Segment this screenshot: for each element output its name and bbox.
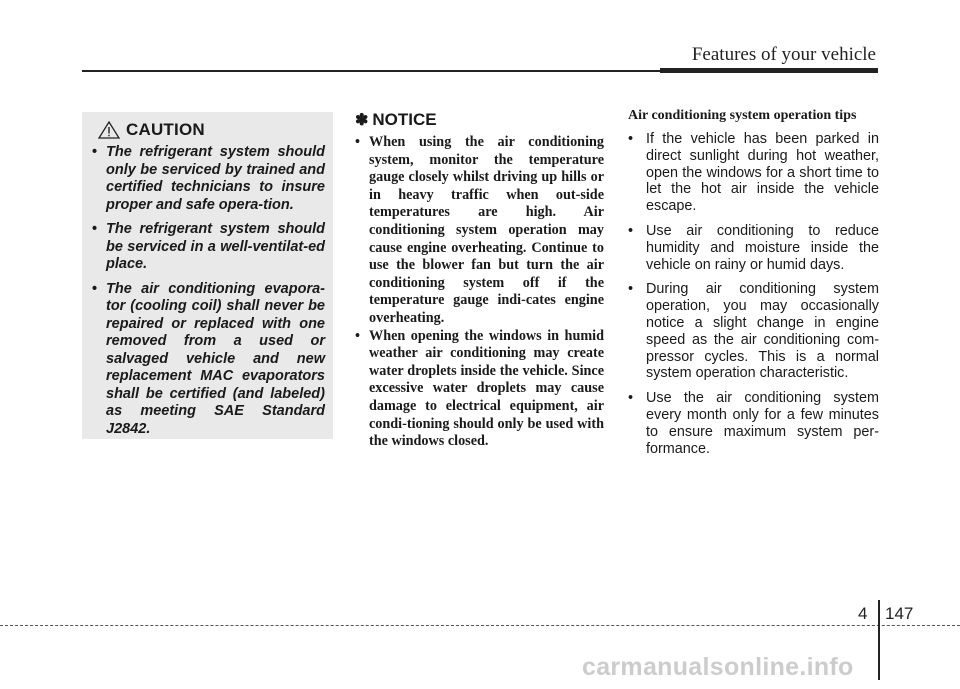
tips-item: • Use air conditioning to reduce humidity and moisture inside the vehicle on rainy or humid days. <box>628 223 879 273</box>
caution-box <box>82 112 333 439</box>
tips-item: • During air conditioning system operation, you may occasionally notice a slight change in engine speed as the air conditioning com-pressor cycles. This is a normal system operation characteristic. <box>628 281 879 382</box>
tips-section <box>628 108 879 465</box>
notice-item: • When opening the windows in humid weather air conditioning may create water droplets inside the vehicle. Since excessive water droplets may cause damage to electrical equipment, air condi-tioning should only be used with the windows closed. <box>355 328 604 451</box>
chapter-number: 4 <box>858 604 868 623</box>
caution-item: • The air conditioning evapora-tor (cooling coil) shall never be repaired or replaced with one removed from a used or salvaged vehicle and new replacement MAC evaporators shall be certified (and labeled) as meeting SAE Standard J2842. <box>92 281 325 439</box>
notice-title: NOTICE <box>372 110 437 129</box>
notice-section <box>355 110 604 451</box>
tips-item: • If the vehicle has been parked in direct sunlight during hot weather, open the windows for a short time to let the hot air inside the vehicle escape. <box>628 131 879 215</box>
notice-heading <box>355 110 604 130</box>
header-accent-bar <box>660 68 878 73</box>
notice-item: • When using the air conditioning system, monitor the temperature gauge closely whilst driving up hills or in heavy traffic when out-side temperatures are high. Air conditioning system operation may cause engine overheating. Continue to use the blower fan but turn the air conditioning system off if the temperature gauge indi-cates engine overheating. <box>355 134 604 328</box>
footer-divider <box>878 600 880 680</box>
watermark: carmanualsonline.info <box>582 653 854 681</box>
tips-item: • Use the air conditioning system every month only for a few minutes to ensure maximum system per-formance. <box>628 390 879 457</box>
section-title: Features of your vehicle <box>691 44 876 65</box>
tips-title: Air conditioning system operation tips <box>628 108 857 123</box>
warning-triangle-icon <box>98 121 120 139</box>
notice-star-icon: ✽ <box>355 112 369 129</box>
caution-title: CAUTION <box>126 120 205 139</box>
caution-heading <box>98 120 205 140</box>
page-number: 147 <box>885 604 914 623</box>
footer-rule <box>0 625 960 626</box>
caution-item: • The refrigerant system should be serviced in a well-ventilat-ed place. <box>92 221 325 274</box>
caution-list <box>92 144 325 445</box>
notice-list <box>355 134 604 451</box>
tips-list <box>628 131 879 457</box>
caution-item: • The refrigerant system should only be serviced by trained and certified technicians to insure proper and safe opera-tion. <box>92 144 325 214</box>
